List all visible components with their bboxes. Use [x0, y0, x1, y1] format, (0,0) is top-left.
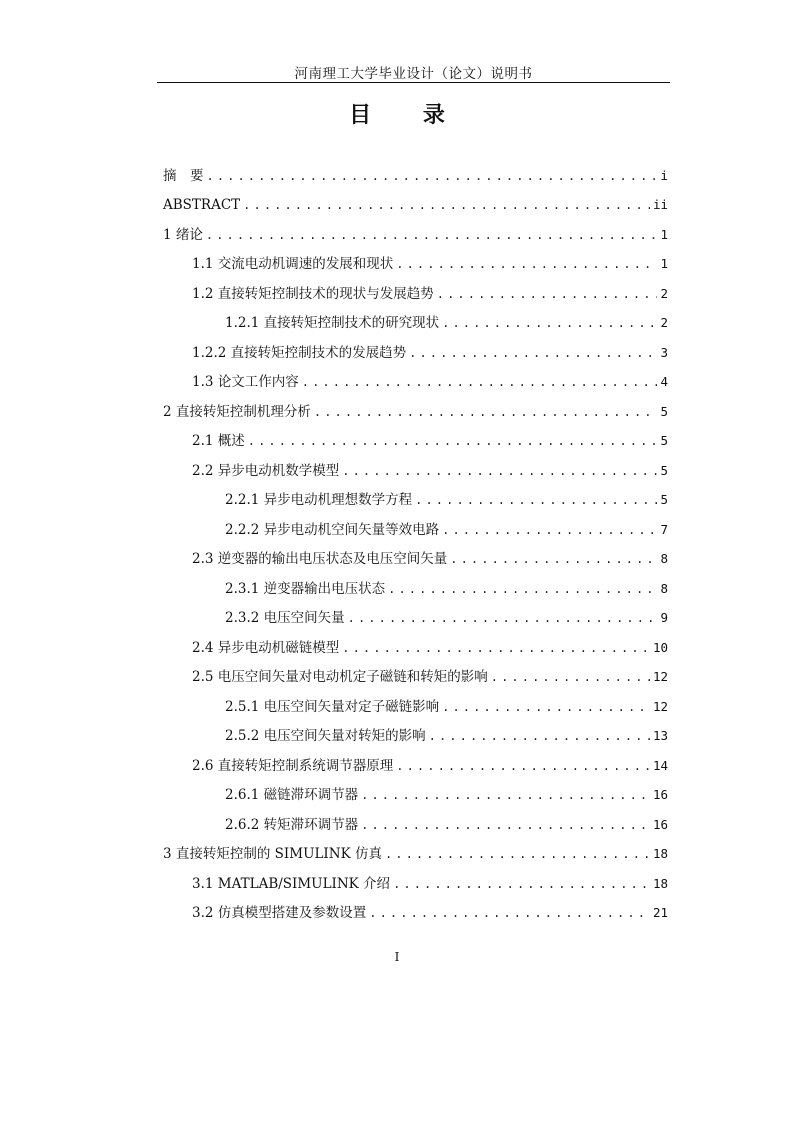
- toc-entry-label: 2.2 异步电动机数学模型: [192, 462, 340, 479]
- toc-entry-label: 2.6.1 磁链滞环调节器: [225, 787, 359, 803]
- toc-entry[interactable]: [163, 508, 668, 538]
- header-rule: [157, 82, 670, 83]
- toc-entry-page: 2: [660, 315, 668, 330]
- toc-entry-page: 16: [652, 816, 668, 832]
- toc-dot-leader: [442, 315, 657, 331]
- toc-dot-leader: [243, 197, 650, 213]
- toc-entry-label: 2.4 异步电动机磁链模型: [192, 639, 340, 656]
- toc-entry[interactable]: [163, 302, 668, 332]
- toc-entry[interactable]: [163, 420, 668, 450]
- running-header: 河南理工大学毕业设计（论文）说明书: [294, 66, 533, 82]
- toc-entry-label: 2.2.1 异步电动机理想数学方程: [225, 492, 413, 508]
- toc-entry[interactable]: [163, 154, 668, 184]
- toc-entry-label: 2.6 直接转矩控制系统调节器原理: [192, 757, 394, 774]
- toc-dot-leader: [491, 669, 650, 685]
- toc-entry-page: 9: [660, 610, 668, 625]
- toc-dot-leader: [348, 610, 658, 626]
- toc-entry-page: 10: [652, 639, 668, 655]
- toc-entry-page: 13: [652, 728, 668, 743]
- toc-entry-label: 1.2.1 直接转矩控制技术的研究现状: [225, 315, 440, 331]
- toc-entry-page: 18: [652, 846, 668, 861]
- toc-entry-label: 2.5.2 电压空间矢量对转矩的影响: [225, 728, 426, 744]
- toc-entry[interactable]: [163, 538, 668, 568]
- toc-entry-label: 2.5 电压空间矢量对电动机定子磁链和转矩的影响: [192, 669, 488, 685]
- toc-entry[interactable]: [163, 597, 668, 627]
- toc-dot-leader: [302, 374, 658, 390]
- toc-entry-page: 5: [660, 433, 668, 448]
- toc-dot-leader: [385, 846, 650, 862]
- toc-entry[interactable]: [163, 744, 668, 774]
- toc-entry[interactable]: [163, 833, 668, 863]
- toc-entry-label: 2.1 概述: [192, 433, 245, 449]
- toc-entry-label: 2.5.1 电压空间矢量对定子磁链影响: [225, 698, 440, 715]
- toc-entry-label: 2.2.2 异步电动机空间矢量等效电路: [225, 521, 440, 538]
- toc-entry[interactable]: [163, 715, 668, 745]
- toc-dot-leader: [409, 345, 657, 361]
- toc-entry-label: 摘 要: [163, 167, 204, 184]
- toc-dot-leader: [429, 728, 650, 744]
- toc-entry[interactable]: [163, 685, 668, 715]
- toc-dot-leader: [207, 168, 658, 184]
- toc-dot-leader: [342, 463, 657, 479]
- table-of-contents: [163, 154, 668, 921]
- toc-entry-page: 2: [660, 285, 668, 301]
- toc-dot-leader: [393, 876, 650, 892]
- toc-entry[interactable]: [163, 803, 668, 833]
- page-number: I: [394, 950, 400, 964]
- toc-entry[interactable]: [163, 626, 668, 656]
- toc-dot-leader: [396, 256, 657, 272]
- toc-dot-leader: [206, 227, 658, 243]
- toc-entry-page: 8: [660, 580, 668, 596]
- toc-entry[interactable]: [163, 862, 668, 892]
- toc-entry-page: 12: [652, 698, 668, 714]
- toc-entry-label: 3 直接转矩控制的 SIMULINK 仿真: [163, 846, 382, 862]
- toc-entry-label: 1.3 论文工作内容: [192, 374, 299, 390]
- toc-entry-label: 1 绪论: [163, 226, 203, 243]
- toc-entry-page: i: [660, 167, 668, 183]
- toc-entry-label: 2.6.2 转矩滞环调节器: [225, 816, 359, 833]
- toc-entry-label: ABSTRACT: [163, 197, 241, 213]
- toc-entry-page: 14: [652, 757, 668, 773]
- toc-entry-page: 7: [660, 521, 668, 537]
- toc-entry-page: 3: [660, 344, 668, 360]
- toc-dot-leader: [248, 433, 658, 449]
- toc-entry-label: 2 直接转矩控制机理分析: [163, 403, 311, 420]
- toc-entry[interactable]: [163, 656, 668, 686]
- toc-entry-page: 1: [660, 226, 668, 242]
- toc-entry-page: 12: [652, 669, 668, 684]
- toc-dot-leader: [369, 905, 650, 921]
- toc-dot-leader: [342, 640, 650, 656]
- toc-entry-label: 1.2 直接转矩控制技术的现状与发展趋势: [192, 285, 434, 302]
- toc-entry-page: 5: [660, 403, 668, 419]
- toc-entry-page: 21: [652, 905, 668, 920]
- toc-entry-label: 2.3.1 逆变器输出电压状态: [225, 580, 386, 597]
- toc-entry-page: 5: [660, 492, 668, 507]
- toc-entry[interactable]: [163, 272, 668, 302]
- toc-entry-label: 3.2 仿真模型搭建及参数设置: [192, 905, 367, 921]
- toc-entry-page: 18: [652, 875, 668, 891]
- toc-entry[interactable]: [163, 361, 668, 391]
- toc-entry[interactable]: [163, 567, 668, 597]
- toc-entry-label: 2.3.2 电压空间矢量: [225, 610, 345, 626]
- toc-entry[interactable]: [163, 774, 668, 804]
- toc-entry[interactable]: [163, 331, 668, 361]
- toc-entry-page: ii: [652, 197, 668, 212]
- toc-dot-leader: [442, 522, 657, 538]
- toc-entry[interactable]: [163, 449, 668, 479]
- toc-entry[interactable]: [163, 892, 668, 922]
- toc-entry[interactable]: [163, 184, 668, 214]
- page-title: 目 录: [349, 102, 467, 128]
- toc-entry[interactable]: [163, 390, 668, 420]
- toc-dot-leader: [361, 817, 650, 833]
- toc-entry-label: 1.2.2 直接转矩控制技术的发展趋势: [192, 344, 407, 361]
- toc-entry-page: 1: [660, 256, 668, 271]
- toc-entry-page: 4: [660, 374, 668, 389]
- toc-entry[interactable]: [163, 213, 668, 243]
- toc-dot-leader: [415, 492, 657, 508]
- toc-entry-page: 16: [652, 787, 668, 802]
- toc-dot-leader: [396, 758, 650, 774]
- toc-entry-page: 8: [660, 551, 668, 566]
- toc-entry[interactable]: [163, 479, 668, 509]
- toc-entry-label: 1.1 交流电动机调速的发展和现状: [192, 256, 394, 272]
- toc-dot-leader: [314, 404, 658, 420]
- toc-dot-leader: [450, 551, 657, 567]
- toc-dot-leader: [442, 699, 650, 715]
- toc-entry-label: 3.1 MATLAB/SIMULINK 介绍: [192, 875, 391, 892]
- toc-dot-leader: [361, 787, 650, 803]
- toc-dot-leader: [437, 286, 658, 302]
- toc-entry-page: 5: [660, 462, 668, 478]
- toc-dot-leader: [388, 581, 657, 597]
- toc-entry[interactable]: [163, 243, 668, 273]
- toc-entry-label: 2.3 逆变器的输出电压状态及电压空间矢量: [192, 551, 448, 567]
